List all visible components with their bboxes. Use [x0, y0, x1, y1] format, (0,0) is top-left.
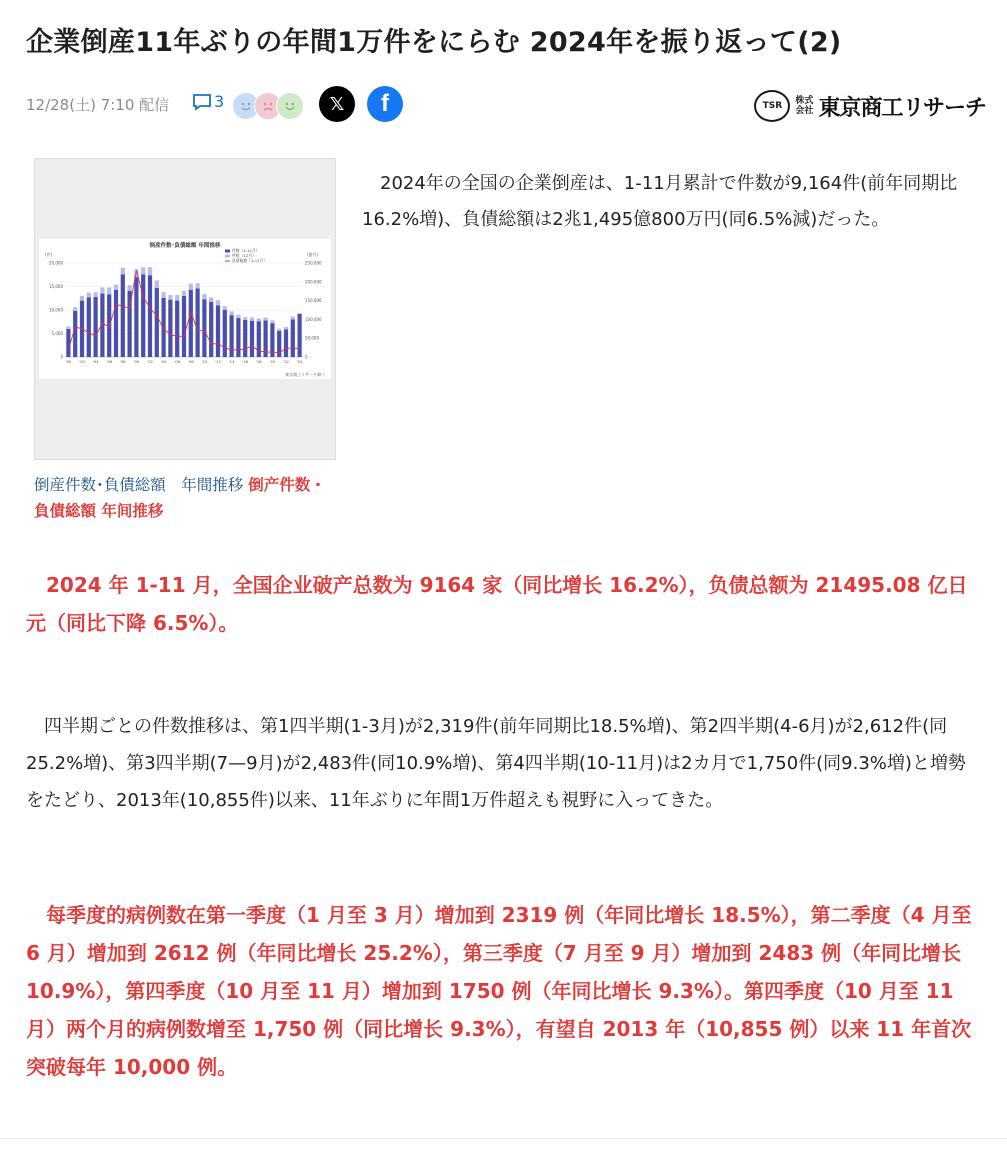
bar-count-dec	[87, 293, 91, 298]
x-tick-label: '12	[215, 359, 221, 364]
article-meta	[26, 86, 986, 126]
bar-count-jan-nov	[236, 318, 240, 357]
bar-count-jan-nov	[202, 299, 206, 357]
bar-count-jan-nov	[141, 274, 145, 357]
bar-count-dec	[189, 284, 193, 290]
chart-image	[39, 239, 331, 379]
bar-count-jan-nov	[250, 321, 254, 357]
x-tick-label: '16	[242, 359, 249, 364]
bar-count-jan-nov	[223, 310, 227, 357]
bar-count-jan-nov	[243, 320, 247, 357]
bar-count-dec	[161, 292, 165, 298]
bar-count-jan-nov	[93, 297, 97, 357]
publisher-emblem-icon: TSR	[754, 90, 790, 122]
bar-count-dec	[182, 291, 186, 296]
x-tick-label: '90	[65, 359, 72, 364]
bar-count-dec	[250, 318, 254, 321]
comment-link[interactable]	[192, 92, 224, 111]
bar-count-jan-nov	[209, 302, 213, 357]
y2-tick-label: 100,000	[305, 316, 322, 322]
x-tick-label: '98	[119, 359, 126, 364]
bar-count-dec	[257, 318, 261, 321]
bar-count-jan-nov	[284, 329, 288, 357]
x-tick-label: '92	[79, 359, 85, 364]
bar-count-dec	[236, 315, 240, 318]
bar-count-dec	[263, 318, 267, 321]
bar-count-jan-nov	[229, 315, 233, 357]
x-tick-label: '08	[187, 359, 194, 364]
figure-caption	[34, 472, 334, 524]
bar-count-dec	[270, 320, 274, 323]
bar-count-jan-nov	[161, 298, 165, 357]
x-tick-label: '24	[296, 359, 303, 364]
share-facebook-button[interactable]	[367, 86, 403, 122]
bar-count-jan-nov	[87, 297, 91, 357]
bar-count-dec	[216, 300, 220, 305]
bar-count-dec	[148, 267, 152, 275]
y2-tick-label: 0	[305, 354, 308, 360]
bar-count-jan-nov	[175, 301, 179, 357]
bar-count-dec	[93, 292, 97, 297]
bar-count-dec	[155, 280, 159, 288]
x-tick-label: '00	[133, 359, 140, 364]
bar-count-jan-nov	[155, 288, 159, 357]
bar-count-jan-nov	[189, 290, 193, 357]
x-tick-label: '94	[92, 359, 99, 364]
bar-count-jan-nov	[121, 274, 125, 357]
y-tick-label: 20,000	[49, 260, 63, 266]
legend-swatch	[225, 255, 230, 258]
comment-count: 3	[214, 92, 225, 111]
chart-title: 倒産件数･負債総額 年間推移	[149, 243, 221, 249]
bar-count-jan-nov	[297, 314, 301, 357]
divider	[0, 1138, 1007, 1139]
x-tick-label: '02	[147, 359, 153, 364]
bar-count-dec	[223, 306, 227, 310]
bar-count-dec	[100, 287, 104, 293]
legend-swatch	[225, 250, 230, 253]
y2-tick-label: 50,000	[305, 335, 319, 341]
happy-face-icon[interactable]	[276, 92, 304, 120]
bar-count-dec	[229, 311, 233, 315]
chart-source: 東京商工リサーチ調べ	[285, 372, 325, 377]
bar-count-jan-nov	[216, 305, 220, 357]
chart-legend	[225, 248, 267, 263]
bar-count-dec	[291, 317, 295, 320]
x-tick-label: '14	[228, 359, 235, 364]
bar-count-jan-nov	[66, 329, 70, 357]
y-tick-label: 5,000	[51, 331, 63, 336]
caption-jp: 倒産件数･負債総額 年間推移	[34, 476, 244, 494]
bar-count-dec	[141, 267, 145, 274]
bar-count-dec	[209, 297, 213, 302]
y-tick-label: 0	[60, 354, 63, 360]
bar-count-dec	[80, 296, 84, 301]
bar-count-dec	[107, 287, 111, 294]
bar-count-dec	[121, 268, 125, 275]
bar-count-jan-nov	[73, 311, 77, 357]
y-tick-label: 15,000	[49, 284, 63, 289]
y2-tick-label: 200,000	[305, 279, 322, 285]
x-logo-icon: 𝕏	[329, 93, 345, 115]
bar-count-jan-nov	[134, 277, 138, 357]
x-tick-label: '04	[160, 359, 167, 364]
chart-right-unit: (億円)	[307, 252, 319, 257]
bar-count-dec	[243, 317, 247, 320]
bar-count-dec	[202, 294, 206, 299]
publisher-name: 東京商工リサーチ	[818, 95, 986, 121]
bar-count-dec	[114, 285, 118, 290]
paragraph-2: 四半期ごとの件数推移は、第1四半期(1-3月)が2,319件(前年同期比18.5%増)、第2四半期(4-6月)が2,612件(同25.2%増)、第3四半期(7—9月)が2,483件(同10.9%増)、第4四半期(10-11月)は2カ月で1,750件(同9.3%増)と増勢をたどり、2013年(10,855件)以来、11年ぶりに年間1万件超えも視野に入ってきた。	[26, 716, 966, 811]
bar-count-jan-nov	[148, 275, 152, 357]
bar-count-dec	[284, 327, 288, 329]
bar-count-dec	[66, 326, 70, 328]
x-tick-label: '10	[201, 359, 208, 364]
bar-count-dec	[168, 295, 172, 300]
comment-icon	[192, 93, 212, 111]
facebook-logo-icon: f	[381, 90, 389, 117]
translation-2: 每季度的病例数在第一季度（1 月至 3 月）增加到 2319 例（年同比增长 18.5%），第二季度（4 月至 6 月）增加到 2612 例（年同比增长 25.2%），第三季度（7 月至 9 月）增加到 2483 例（年同比增长 10.9%），第四季度（10 月至 11 月）增加到 1750 例（年同比增长 9.3%）。第四季度（10 月至 11 月）两个月的病例数增至 1,750 例（同比增长 9.3%），有望自 2013 年（10,855 例）以来 11 年首次突破每年 10,000 例。	[26, 903, 972, 1079]
bar-count-dec	[127, 285, 131, 291]
x-tick-label: '18	[255, 359, 262, 364]
y2-tick-label: 250,000	[305, 260, 322, 266]
translation-1: 2024 年 1-11 月，全国企业破产总数为 9164 家（同比增长 16.2%），负债总额为 21495.08 亿日元（同比下降 6.5%）。	[26, 573, 968, 635]
publish-date: 12/28(土) 7:10 配信	[26, 96, 170, 114]
y2-tick-label: 150,000	[305, 298, 322, 304]
publisher-kabushiki: 株式会社	[795, 96, 814, 116]
bar-count-dec	[195, 283, 199, 288]
x-tick-label: '06	[174, 359, 181, 364]
x-tick-label: '96	[106, 359, 113, 364]
bar-count-jan-nov	[291, 319, 295, 357]
caption-cn: 倒产件数・負債総額 年间推移	[34, 476, 326, 520]
bar-count-dec	[277, 329, 281, 331]
bar-count-dec	[73, 307, 77, 311]
bar-count-jan-nov	[195, 288, 199, 357]
bar-count-jan-nov	[168, 300, 172, 357]
y-tick-label: 10,000	[49, 307, 63, 313]
x-tick-label: '22	[283, 359, 289, 364]
page-title: 企業倒産11年ぶりの年間1万件をにらむ 2024年を振り返って(2)	[26, 27, 842, 58]
legend-label: 負債総額（1-11月）	[232, 258, 268, 263]
publisher-logo[interactable]	[754, 90, 986, 122]
chart-left-unit: (件)	[45, 252, 53, 257]
paragraph-1: 2024年の全国の企業倒産は、1-11月累計で件数が9,164件(前年同期比16.2%増)、負債総額は2兆1,495億800万円(同6.5%減)だった。	[362, 173, 958, 230]
reaction-group[interactable]	[232, 92, 302, 118]
legend-label: 件数（1-11月）	[232, 248, 260, 253]
article-figure[interactable]	[34, 158, 336, 460]
x-tick-label: '20	[269, 359, 276, 364]
bar-count-dec	[175, 295, 179, 301]
legend-label: 件数（12月）	[232, 253, 256, 258]
bar-count-jan-nov	[114, 290, 118, 357]
bar-count-jan-nov	[182, 296, 186, 357]
share-x-button[interactable]	[319, 86, 355, 122]
bankruptcy-chart	[39, 239, 331, 379]
